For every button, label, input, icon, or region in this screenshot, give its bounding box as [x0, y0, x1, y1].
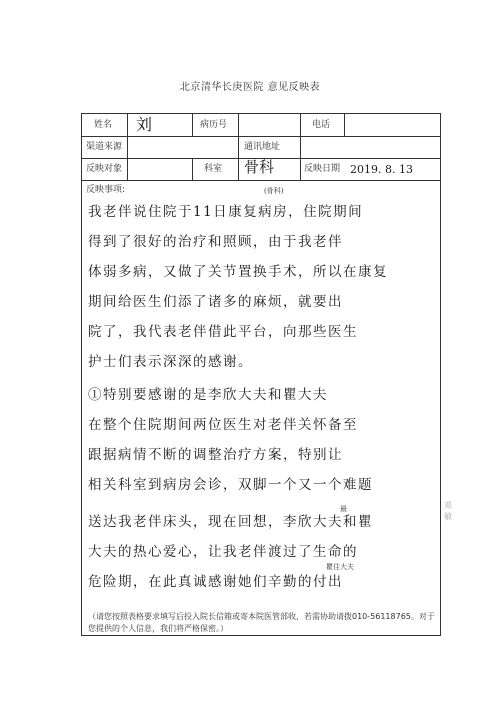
address-label: 通讯地址 [244, 142, 281, 152]
department-value: 骨科 [244, 158, 275, 176]
channel-label: 渠道来源 [86, 142, 123, 152]
feedback-line: 跟据病情不断的调整治疗方案，特别让 [88, 447, 343, 463]
cell-divider [192, 114, 193, 136]
form-title: 北京清华长庚医院 意见反映表 [179, 82, 321, 93]
date-label: 反映日期 [304, 164, 341, 174]
feedback-line: 得到了很好的治疗和照顾，由于我老伴 [88, 234, 343, 250]
feedback-line: 我老伴说住院于11日康复病房，住院期间 [88, 204, 364, 220]
cell-divider [127, 114, 128, 136]
cell-divider [192, 158, 193, 180]
feedback-form [81, 113, 452, 636]
name-value: 刘 [136, 115, 153, 134]
feedback-line: 相关科室到病房会诊，双脚一个又一个难题 [88, 477, 373, 493]
record-no-label: 病历号 [200, 120, 228, 130]
phone-label: 电话 [312, 120, 331, 130]
row-divider [82, 180, 440, 181]
matters-label: 反映事项: [86, 185, 126, 195]
feedback-line: ①特别要感谢的是李欣大夫和瞿大夫 [88, 387, 328, 403]
cell-divider [300, 136, 301, 158]
cell-divider [127, 136, 128, 158]
target-label: 反映对象 [86, 164, 123, 174]
feedback-line: 在整个住院期间两位医生对老伴关怀备至 [88, 417, 358, 433]
cell-divider [127, 158, 128, 180]
cell-divider [344, 114, 345, 136]
department-label: 科室 [204, 164, 223, 174]
cell-divider [300, 158, 301, 180]
cell-divider [300, 114, 301, 136]
feedback-line: 体弱多病，又做了关节置换手术，所以在康复 [88, 264, 388, 280]
row-divider [82, 136, 440, 137]
cell-divider [238, 158, 239, 180]
feedback-line: 期间给医生们添了诸多的麻烦，就要出 [88, 294, 343, 310]
cell-divider [238, 114, 239, 136]
footer-note: （请您按照表格要求填写后投入院长信箱或寄本院医管部收，若需协助请拨010-56118765。对于您提供的个人信息，我们将严格保密。） [88, 612, 435, 633]
reviewer-stamp: 邓敏 [444, 501, 452, 521]
insert-annotation: 最 [340, 505, 347, 513]
date-value: 2019. 8. 13 [350, 163, 413, 176]
insert-annotation: 瞿住大夫 [326, 563, 354, 571]
insert-annotation: (骨科) [264, 187, 284, 195]
name-label: 姓名 [94, 120, 113, 130]
feedback-line: 危险期，在此真诚感谢她们辛勤的付出 [88, 574, 343, 590]
feedback-line: 院了，我代表老伴借此平台，向那些医生 [88, 324, 358, 340]
cell-divider [238, 136, 239, 158]
feedback-line: 大夫的热心爱心，让我老伴渡过了生命的 [88, 544, 358, 560]
feedback-line: 送达我老伴床头，现在回想，李欣大夫和瞿 [88, 514, 373, 530]
feedback-line: 护士们表示深深的感谢。 [88, 354, 253, 370]
